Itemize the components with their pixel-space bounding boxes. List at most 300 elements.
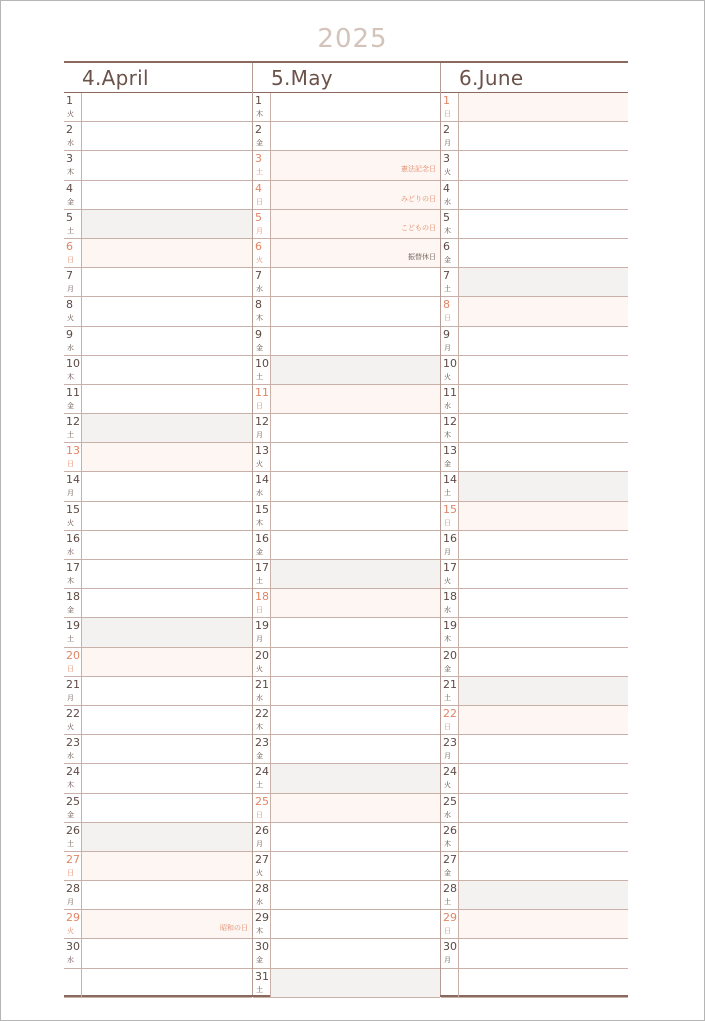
date-cell (253, 297, 271, 325)
note-area[interactable] (82, 327, 252, 355)
date-cell (253, 151, 271, 179)
day-row[interactable] (64, 706, 252, 735)
day-row[interactable] (441, 677, 628, 706)
day-number: 12 (443, 415, 457, 429)
note-area[interactable] (459, 764, 628, 792)
day-row[interactable] (441, 764, 628, 793)
day-row[interactable] (253, 472, 440, 501)
day-row[interactable] (253, 589, 440, 618)
weekday-label: 水 (256, 693, 263, 702)
note-area[interactable] (82, 794, 252, 822)
day-row[interactable] (441, 472, 628, 501)
day-row[interactable] (253, 443, 440, 472)
date-cell (253, 969, 271, 997)
note-area[interactable] (271, 677, 440, 705)
note-area[interactable] (271, 356, 440, 384)
day-row[interactable] (253, 502, 440, 531)
note-area[interactable] (82, 268, 252, 296)
note-area[interactable] (82, 151, 252, 179)
note-area[interactable] (271, 327, 440, 355)
day-row[interactable] (441, 589, 628, 618)
date-cell (64, 210, 82, 238)
note-area[interactable] (271, 210, 440, 238)
day-row[interactable] (253, 706, 440, 735)
day-row[interactable] (64, 181, 252, 210)
note-area[interactable] (271, 969, 440, 997)
day-row[interactable] (64, 852, 252, 881)
day-row[interactable] (253, 969, 440, 998)
date-cell (441, 910, 459, 938)
day-row[interactable] (441, 268, 628, 297)
day-row[interactable] (64, 356, 252, 385)
day-row[interactable] (64, 560, 252, 589)
day-row[interactable] (253, 151, 440, 180)
note-area[interactable] (271, 414, 440, 442)
weekday-label: 土 (256, 985, 263, 994)
note-area[interactable] (459, 560, 628, 588)
note-area[interactable] (82, 706, 252, 734)
note-area[interactable] (459, 852, 628, 880)
day-number: 22 (66, 706, 80, 720)
weekday-label: 月 (256, 226, 263, 235)
day-row[interactable] (441, 93, 628, 122)
note-area[interactable] (459, 181, 628, 209)
date-cell (64, 939, 82, 967)
day-row[interactable] (64, 735, 252, 764)
note-area[interactable] (459, 472, 628, 500)
date-cell (253, 327, 271, 355)
day-row[interactable] (253, 618, 440, 647)
note-area[interactable] (82, 852, 252, 880)
weekday-label: 日 (67, 868, 74, 877)
note-area[interactable] (82, 356, 252, 384)
note-area[interactable] (459, 618, 628, 646)
note-area[interactable] (271, 852, 440, 880)
note-area[interactable] (459, 239, 628, 267)
date-cell (441, 531, 459, 559)
weekday-label: 日 (444, 314, 451, 323)
date-cell (441, 881, 459, 909)
day-row[interactable] (253, 735, 440, 764)
day-row[interactable] (64, 122, 252, 151)
note-area[interactable] (271, 443, 440, 471)
date-cell (253, 618, 271, 646)
day-row[interactable] (253, 677, 440, 706)
day-row[interactable] (64, 881, 252, 910)
note-area[interactable] (271, 823, 440, 851)
day-row[interactable] (253, 823, 440, 852)
day-number: 29 (443, 911, 457, 925)
weekday-label: 土 (256, 781, 263, 790)
note-area[interactable] (271, 531, 440, 559)
weekday-label: 土 (67, 635, 74, 644)
month-header: 4.April (64, 63, 252, 93)
date-cell (64, 443, 82, 471)
day-row[interactable] (253, 648, 440, 677)
note-area[interactable] (271, 268, 440, 296)
day-row[interactable] (441, 794, 628, 823)
day-row[interactable] (441, 151, 628, 180)
weekday-label: 金 (67, 810, 74, 819)
weekday-label: 日 (67, 664, 74, 673)
date-cell (441, 677, 459, 705)
note-area[interactable] (271, 735, 440, 763)
date-cell (253, 472, 271, 500)
day-number: 28 (66, 882, 80, 896)
day-row[interactable] (64, 910, 252, 939)
weekday-label: 土 (444, 898, 451, 907)
day-row[interactable] (64, 502, 252, 531)
day-row[interactable] (253, 268, 440, 297)
day-row[interactable] (64, 472, 252, 501)
day-row[interactable] (253, 356, 440, 385)
weekday-label: 木 (67, 781, 74, 790)
day-row[interactable] (253, 852, 440, 881)
note-area[interactable] (459, 969, 628, 997)
note-area[interactable] (271, 706, 440, 734)
note-area[interactable] (459, 589, 628, 617)
note-area[interactable] (459, 881, 628, 909)
day-row[interactable] (64, 151, 252, 180)
day-row[interactable] (441, 706, 628, 735)
date-cell (64, 356, 82, 384)
day-row[interactable] (441, 414, 628, 443)
day-row[interactable] (441, 823, 628, 852)
day-row[interactable] (253, 764, 440, 793)
note-area[interactable] (459, 648, 628, 676)
note-area[interactable] (271, 385, 440, 413)
day-row[interactable] (253, 210, 440, 239)
day-number: 25 (443, 794, 457, 808)
note-area[interactable] (82, 93, 252, 121)
note-area[interactable] (82, 735, 252, 763)
note-area[interactable] (82, 677, 252, 705)
day-row[interactable] (253, 122, 440, 151)
date-cell (253, 385, 271, 413)
note-area[interactable] (82, 910, 252, 938)
day-row[interactable] (64, 531, 252, 560)
note-area[interactable] (459, 794, 628, 822)
date-cell (253, 589, 271, 617)
day-number: 14 (443, 473, 457, 487)
day-number: 21 (66, 677, 80, 691)
day-number: 30 (66, 940, 80, 954)
weekday-label: 水 (67, 752, 74, 761)
note-area[interactable] (459, 735, 628, 763)
note-area[interactable] (459, 443, 628, 471)
date-cell (253, 648, 271, 676)
day-row[interactable] (441, 210, 628, 239)
day-number: 4 (66, 181, 73, 195)
calendar-grid (64, 61, 628, 997)
note-area[interactable] (271, 151, 440, 179)
day-row[interactable] (253, 910, 440, 939)
day-row[interactable] (64, 794, 252, 823)
note-area[interactable] (459, 706, 628, 734)
weekday-label: 金 (444, 460, 451, 469)
note-area[interactable] (271, 764, 440, 792)
note-area[interactable] (459, 823, 628, 851)
day-number: 26 (443, 823, 457, 837)
note-area[interactable] (459, 151, 628, 179)
note-area[interactable] (271, 648, 440, 676)
weekday-label: 月 (67, 693, 74, 702)
note-area[interactable] (459, 122, 628, 150)
note-area[interactable] (82, 239, 252, 267)
day-row[interactable] (64, 239, 252, 268)
note-area[interactable] (459, 531, 628, 559)
day-row[interactable] (64, 589, 252, 618)
note-area[interactable] (82, 881, 252, 909)
day-number: 26 (66, 823, 80, 837)
note-area[interactable] (82, 181, 252, 209)
day-number: 12 (255, 415, 269, 429)
day-number: 30 (255, 940, 269, 954)
note-area[interactable] (82, 472, 252, 500)
day-number: 6 (255, 239, 262, 253)
note-area[interactable] (271, 297, 440, 325)
date-cell (441, 443, 459, 471)
date-cell (64, 472, 82, 500)
weekday-label: 土 (67, 226, 74, 235)
day-row[interactable] (441, 969, 628, 998)
note-area[interactable] (82, 648, 252, 676)
weekday-label: 土 (256, 168, 263, 177)
day-row[interactable] (253, 93, 440, 122)
day-row[interactable] (441, 618, 628, 647)
note-area[interactable] (271, 910, 440, 938)
day-row[interactable] (64, 327, 252, 356)
day-row[interactable] (441, 122, 628, 151)
day-row[interactable] (441, 910, 628, 939)
note-area[interactable] (271, 560, 440, 588)
day-row[interactable] (253, 181, 440, 210)
date-cell (253, 881, 271, 909)
note-area[interactable] (271, 939, 440, 967)
note-area[interactable] (82, 531, 252, 559)
day-number: 16 (443, 531, 457, 545)
date-cell (64, 618, 82, 646)
date-cell (64, 560, 82, 588)
note-area[interactable] (82, 122, 252, 150)
day-row[interactable] (441, 648, 628, 677)
note-area[interactable] (271, 794, 440, 822)
date-cell (64, 239, 82, 267)
weekday-label: 水 (67, 139, 74, 148)
weekday-label: 火 (67, 927, 74, 936)
date-cell (441, 852, 459, 880)
note-area[interactable] (459, 210, 628, 238)
day-row[interactable] (64, 677, 252, 706)
day-number: 23 (443, 736, 457, 750)
day-row[interactable] (253, 881, 440, 910)
note-area[interactable] (459, 93, 628, 121)
note-area[interactable] (459, 677, 628, 705)
weekday-label: 金 (256, 752, 263, 761)
note-area[interactable] (271, 122, 440, 150)
note-area[interactable] (82, 210, 252, 238)
day-row[interactable] (441, 356, 628, 385)
day-row[interactable] (441, 297, 628, 326)
date-cell (253, 122, 271, 150)
day-row[interactable] (64, 969, 252, 998)
day-row[interactable] (441, 327, 628, 356)
date-cell (441, 618, 459, 646)
day-number: 16 (66, 531, 80, 545)
date-cell (64, 852, 82, 880)
day-row[interactable] (64, 443, 252, 472)
day-row[interactable] (441, 385, 628, 414)
note-area[interactable] (82, 764, 252, 792)
holiday-label: 憲法記念日 (401, 165, 436, 174)
day-row[interactable] (64, 210, 252, 239)
day-row[interactable] (441, 239, 628, 268)
weekday-label: 火 (67, 722, 74, 731)
day-list (64, 93, 252, 998)
day-number: 11 (255, 385, 269, 399)
day-number: 24 (443, 765, 457, 779)
day-list (253, 93, 440, 998)
note-area[interactable] (82, 589, 252, 617)
note-area[interactable] (459, 910, 628, 938)
day-row[interactable] (253, 414, 440, 443)
day-row[interactable] (441, 852, 628, 881)
day-row[interactable] (441, 881, 628, 910)
weekday-label: 火 (67, 314, 74, 323)
note-area[interactable] (82, 823, 252, 851)
weekday-label: 木 (67, 372, 74, 381)
day-row[interactable] (441, 531, 628, 560)
note-area[interactable] (82, 502, 252, 530)
day-row[interactable] (253, 794, 440, 823)
date-cell (253, 268, 271, 296)
day-number: 8 (66, 298, 73, 312)
weekday-label: 月 (444, 752, 451, 761)
day-row[interactable] (441, 502, 628, 531)
note-area[interactable] (82, 385, 252, 413)
weekday-label: 日 (256, 810, 263, 819)
note-area[interactable] (82, 297, 252, 325)
note-area[interactable] (271, 239, 440, 267)
weekday-label: 月 (444, 956, 451, 965)
weekday-label: 金 (444, 868, 451, 877)
note-area[interactable] (271, 618, 440, 646)
note-area[interactable] (271, 502, 440, 530)
day-row[interactable] (441, 443, 628, 472)
note-area[interactable] (82, 414, 252, 442)
day-number: 14 (255, 473, 269, 487)
day-row[interactable] (253, 239, 440, 268)
day-row[interactable] (441, 939, 628, 968)
weekday-label: 木 (444, 635, 451, 644)
date-cell (64, 706, 82, 734)
note-area[interactable] (82, 618, 252, 646)
day-row[interactable] (64, 618, 252, 647)
note-area[interactable] (82, 560, 252, 588)
note-area[interactable] (459, 268, 628, 296)
day-row[interactable] (64, 385, 252, 414)
note-area[interactable] (271, 93, 440, 121)
day-row[interactable] (253, 385, 440, 414)
note-area[interactable] (271, 472, 440, 500)
weekday-label: 木 (256, 722, 263, 731)
note-area[interactable] (271, 881, 440, 909)
date-cell (253, 356, 271, 384)
day-row[interactable] (64, 648, 252, 677)
weekday-label: 日 (444, 518, 451, 527)
day-number: 13 (443, 444, 457, 458)
weekday-label: 月 (67, 898, 74, 907)
weekday-label: 火 (444, 168, 451, 177)
note-area[interactable] (271, 181, 440, 209)
day-row[interactable] (64, 823, 252, 852)
weekday-label: 月 (67, 489, 74, 498)
day-number: 9 (66, 327, 73, 341)
note-area[interactable] (82, 969, 252, 997)
note-area[interactable] (271, 589, 440, 617)
date-cell (64, 735, 82, 763)
weekday-label: 月 (444, 139, 451, 148)
date-cell (253, 823, 271, 851)
month-header: 6.June (441, 63, 628, 93)
date-cell (441, 356, 459, 384)
day-row[interactable] (441, 735, 628, 764)
date-cell (253, 560, 271, 588)
day-row[interactable] (64, 297, 252, 326)
date-cell (253, 764, 271, 792)
day-number: 18 (255, 590, 269, 604)
day-row[interactable] (64, 764, 252, 793)
weekday-label: 木 (444, 431, 451, 440)
day-row[interactable] (441, 560, 628, 589)
day-row[interactable] (441, 181, 628, 210)
day-row[interactable] (64, 414, 252, 443)
note-area[interactable] (459, 356, 628, 384)
note-area[interactable] (459, 297, 628, 325)
day-row[interactable] (64, 939, 252, 968)
day-number: 4 (255, 181, 262, 195)
day-row[interactable] (253, 297, 440, 326)
day-number: 2 (443, 123, 450, 137)
date-cell (441, 93, 459, 121)
date-cell (64, 794, 82, 822)
day-number: 27 (66, 852, 80, 866)
date-cell (64, 122, 82, 150)
day-row[interactable] (64, 93, 252, 122)
weekday-label: 火 (256, 460, 263, 469)
note-area[interactable] (459, 502, 628, 530)
weekday-label: 日 (256, 606, 263, 615)
day-row[interactable] (253, 327, 440, 356)
note-area[interactable] (459, 414, 628, 442)
note-area[interactable] (459, 385, 628, 413)
day-row[interactable] (253, 560, 440, 589)
note-area[interactable] (459, 327, 628, 355)
day-row[interactable] (253, 939, 440, 968)
weekday-label: 水 (256, 285, 263, 294)
note-area[interactable] (82, 939, 252, 967)
day-row[interactable] (253, 531, 440, 560)
day-number: 6 (443, 239, 450, 253)
note-area[interactable] (459, 939, 628, 967)
date-cell (64, 502, 82, 530)
day-row[interactable] (64, 268, 252, 297)
month-header: 5.May (253, 63, 440, 93)
note-area[interactable] (82, 443, 252, 471)
weekday-label: 水 (67, 956, 74, 965)
day-number: 13 (66, 444, 80, 458)
weekday-label: 日 (256, 401, 263, 410)
